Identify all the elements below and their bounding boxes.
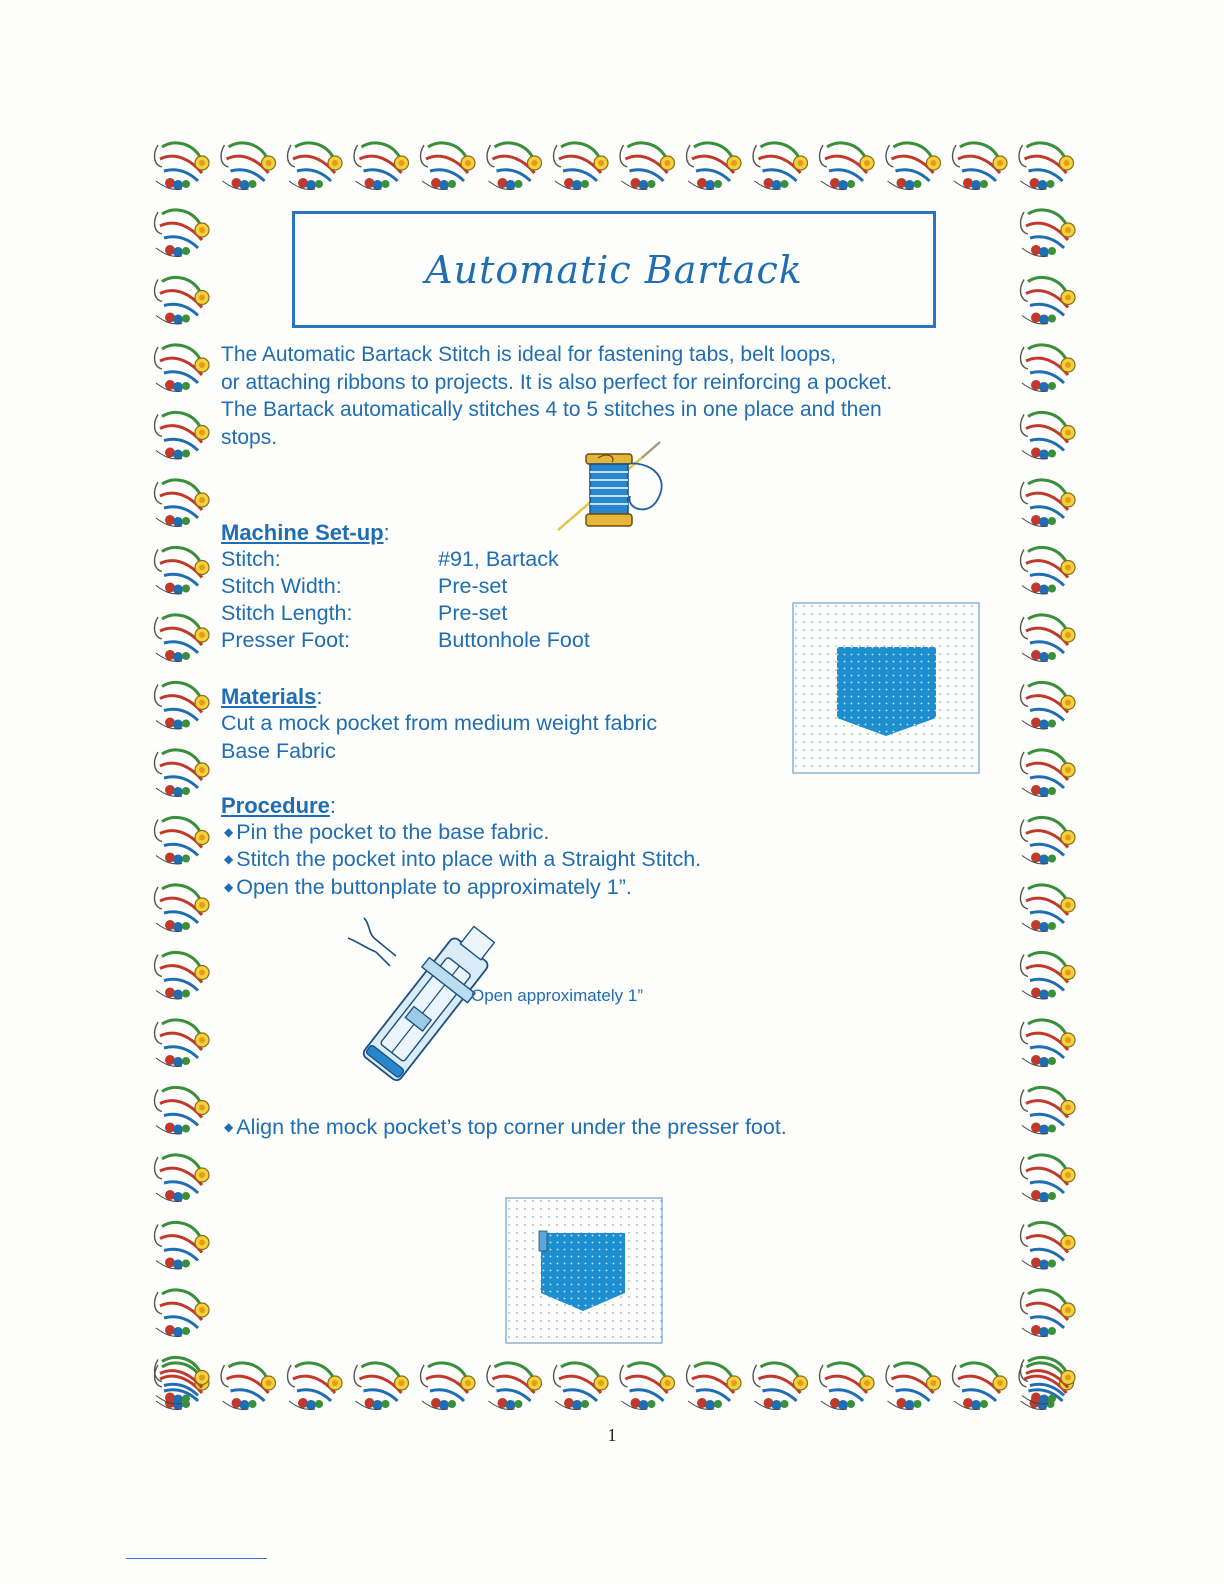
materials-heading-text: Materials	[221, 684, 317, 709]
procedure-step-text: Pin the pocket to the base fabric.	[236, 820, 550, 844]
intro-paragraph	[221, 341, 1001, 451]
procedure-step-text: Stitch the pocket into place with a Straight Stitch.	[236, 847, 702, 871]
setup-heading: Machine Set-up:	[221, 520, 390, 545]
intro-line: or attaching ribbons to projects. It is also perfect for reinforcing a pocket.	[221, 370, 893, 394]
procedure-step-text: Align the mock pocket’s top corner under the presser foot.	[236, 1115, 787, 1139]
setup-label: Stitch Length:	[221, 601, 353, 625]
setup-value: Pre-set	[438, 601, 508, 625]
setup-value: Buttonhole Foot	[438, 628, 590, 652]
needle-icon	[642, 442, 660, 458]
procedure-step: ◆ Stitch the pocket into place with a Straight Stitch.	[224, 847, 702, 871]
setup-value: Pre-set	[438, 574, 508, 598]
procedure-heading: Procedure:	[221, 793, 336, 818]
setup-label: Presser Foot:	[221, 628, 351, 652]
setup-heading-text: Machine Set-up	[221, 520, 384, 545]
intro-line: The Automatic Bartack Stitch is ideal for fastening tabs, belt loops,	[221, 343, 837, 366]
footnote-rule	[126, 1558, 267, 1559]
intro-line: stops.	[221, 425, 278, 449]
pocket-illustration	[792, 602, 980, 774]
setup-label: Stitch Width:	[221, 574, 342, 598]
title-box	[292, 211, 936, 328]
setup-value: #91, Bartack	[438, 547, 559, 571]
page-title: Automatic Bartack	[425, 247, 803, 292]
materials-line: Cut a mock pocket from medium weight fabric	[221, 711, 658, 735]
page-number: 1	[607, 1425, 617, 1445]
intro-line: The Bartack automatically stitches 4 to 5 stitches in one place and then	[221, 398, 882, 421]
materials-heading: Materials:	[221, 684, 323, 709]
procedure-step: ◆ Pin the pocket to the base fabric.	[224, 820, 550, 844]
procedure-step: ◆ Open the buttonplate to approximately 1”.	[224, 875, 632, 899]
procedure-heading-text: Procedure	[221, 793, 330, 818]
pocket-illustration	[505, 1197, 663, 1344]
foot-caption: Open approximately 1”	[471, 986, 643, 1005]
setup-label: Stitch:	[221, 547, 281, 571]
thread-spool-icon	[556, 436, 676, 536]
procedure-step-text: Open the buttonplate to approximately 1”.	[236, 875, 632, 899]
materials-line: Base Fabric	[221, 739, 336, 763]
procedure-step: ◆ Align the mock pocket’s top corner under the presser foot.	[224, 1115, 787, 1139]
buttonhole-foot-illustration	[340, 912, 550, 1107]
